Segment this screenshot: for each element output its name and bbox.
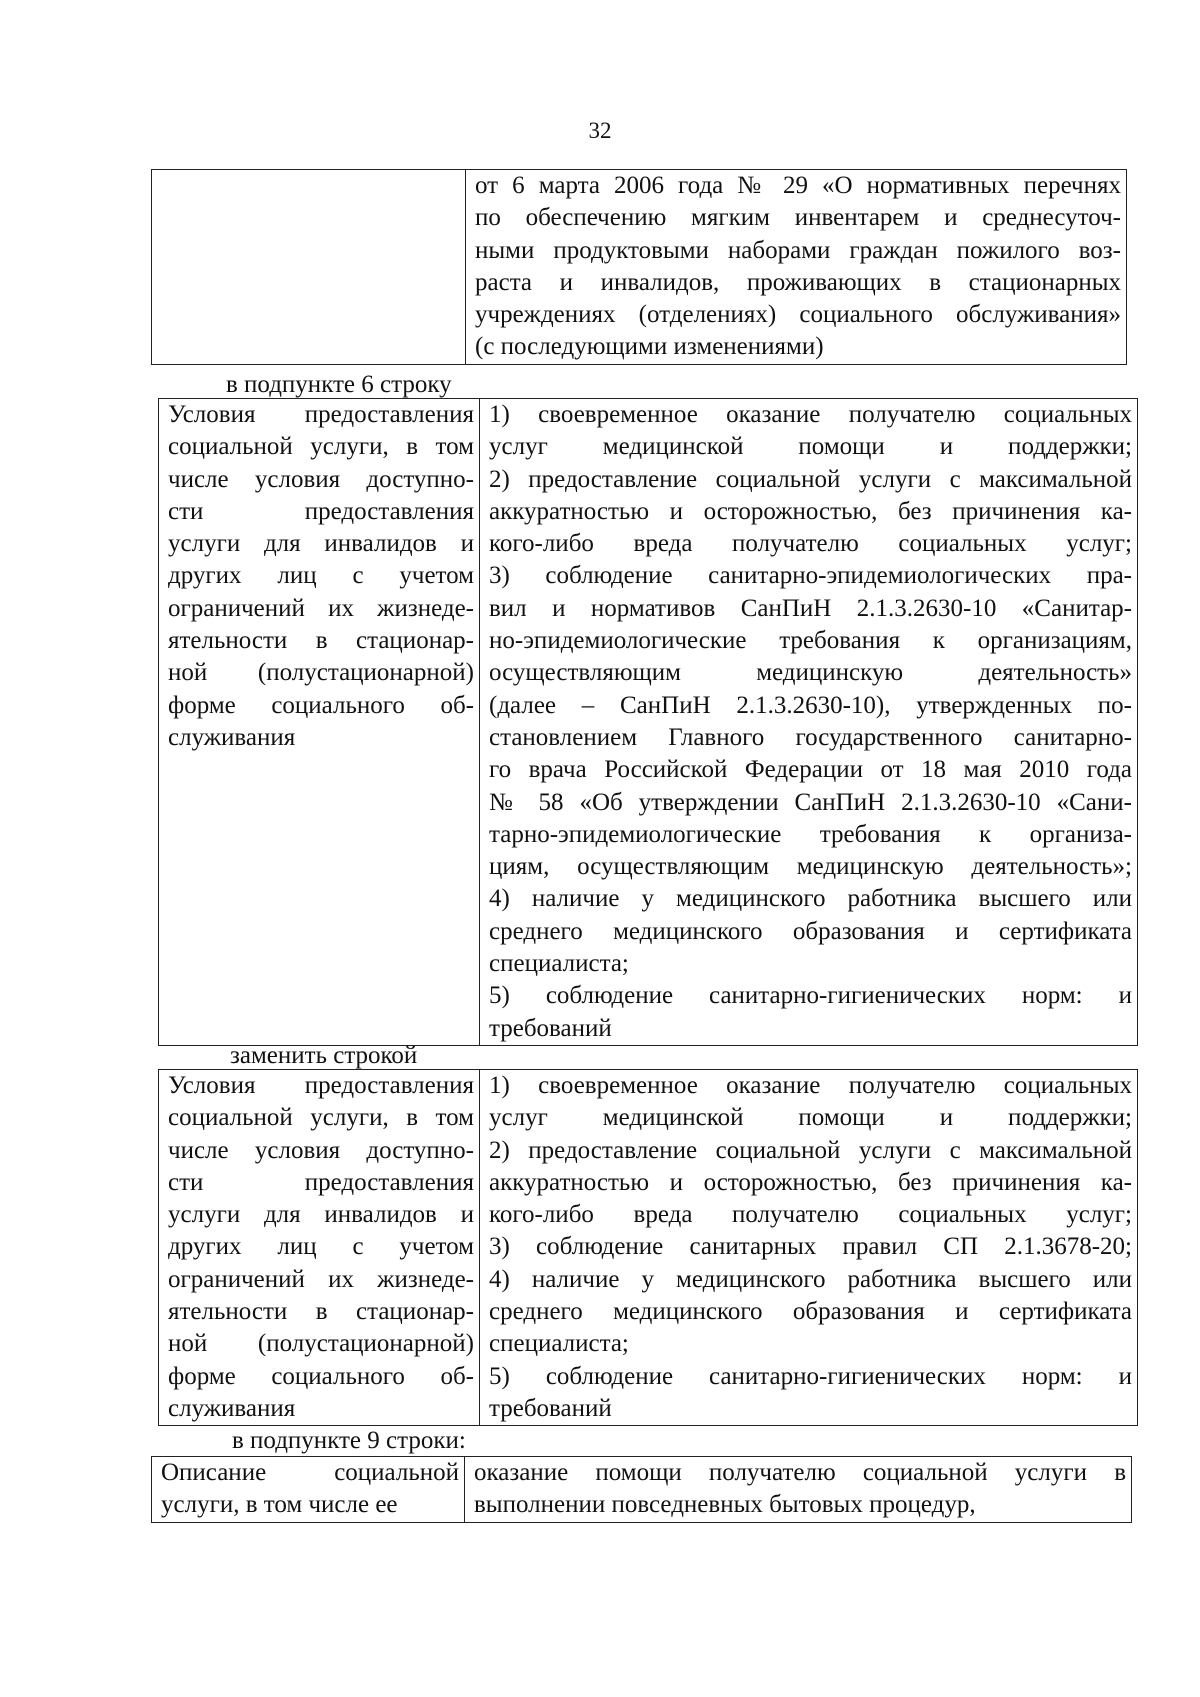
cell-text-line: учреждениях (отделениях) социального обслуживания»: [475, 301, 1121, 329]
cell-text-line: циям, осуществляющим медицинскую деятельность»;: [489, 853, 1132, 881]
cell-text-line: требований: [489, 1014, 612, 1042]
cell-text-line: Условия предоставления: [168, 401, 474, 428]
cell-text-line: кого-либо вреда получателю социальных услуг;: [489, 530, 1132, 558]
cell-text-line: среднего медицинского образования и сертификата: [489, 1298, 1132, 1326]
cell-text-line: других лиц с учетом: [168, 1233, 474, 1261]
cell-text-line: 2) предоставление социальной услуги с максимальной: [489, 465, 1132, 493]
cell-text-line: вил и нормативов СанПиН 2.1.3.2630-10 «Санитар-: [489, 594, 1132, 622]
old-row-table: [158, 398, 1138, 1046]
continuation-table: [151, 169, 1127, 365]
cell-text-line: Описание социальной: [161, 1459, 459, 1486]
cell-text-line: услуги для инвалидов и: [168, 530, 474, 558]
cell-text-line: услуг медицинской помощи и поддержки;: [489, 433, 1132, 461]
table-row: [159, 399, 1138, 1046]
table-row: [152, 1457, 1132, 1523]
cell-text-line: 5) соблюдение санитарно-гигиенических норм: и: [489, 982, 1132, 1010]
cell-text-line: числе условия доступно-: [168, 1136, 474, 1164]
cell-text-line: го врача Российской Федерации от 18 мая 2010 года: [489, 756, 1132, 784]
cell-text-line: социальной услуги, в том: [168, 433, 474, 461]
table-row: [152, 170, 1127, 365]
section-caption: заменить строкой: [230, 1042, 418, 1069]
cell-text-line: кого-либо вреда получателю социальных услуг;: [489, 1201, 1132, 1229]
page-number: 32: [588, 118, 612, 143]
cell-text-line: ной (полустационарной): [168, 1330, 474, 1358]
cell-text-line: тарно-эпидемиологические требования к организа-: [489, 820, 1132, 848]
cell-text-line: 3) соблюдение санитарно-эпидемиологических пра-: [489, 562, 1132, 590]
cell-text-line: сти предоставления: [168, 497, 474, 525]
new-row-table: [158, 1069, 1138, 1426]
cell-text-line: социальной услуги, в том: [168, 1104, 474, 1132]
section-caption: в подпункте 6 строку: [226, 371, 452, 398]
cell-text-line: ятельности в стационар-: [168, 1298, 474, 1326]
cell-text-line: 1) своевременное оказание получателю социальных: [489, 1072, 1132, 1099]
cell-text-line: служивания: [168, 723, 296, 751]
cell-text-line: сти предоставления: [168, 1168, 474, 1196]
subpoint-9-table: [151, 1456, 1132, 1523]
table-cell-right: [465, 1457, 1132, 1523]
cell-text-line: числе условия доступно-: [168, 465, 474, 493]
table-cell-right: [480, 399, 1138, 1046]
table-cell-left: [152, 170, 466, 365]
cell-text-line: специалиста;: [489, 950, 629, 978]
cell-text-line: Условия предоставления: [168, 1072, 474, 1099]
cell-text-line: ными продуктовыми наборами граждан пожилого воз-: [475, 236, 1121, 264]
cell-text-line: № 58 «Об утверждении СанПиН 2.1.3.2630-10 «Сани-: [489, 788, 1132, 816]
cell-text-line: форме социального об-: [168, 691, 474, 719]
cell-text-line: по обеспечению мягким инвентарем и среднесуточ-: [475, 204, 1121, 232]
cell-text-line: 3) соблюдение санитарных правил СП 2.1.3678-20;: [489, 1233, 1132, 1261]
cell-text-line: (с последующими изменениями): [475, 333, 824, 361]
cell-text-line: услуги для инвалидов и: [168, 1201, 474, 1229]
cell-text-line: аккуратностью и осторожностью, без причинения ка-: [489, 1168, 1132, 1196]
cell-text-line: 5) соблюдение санитарно-гигиенических норм: и: [489, 1362, 1132, 1390]
cell-text-line: (далее – СанПиН 2.1.3.2630-10), утвержденных по-: [489, 691, 1132, 719]
cell-text-line: ограничений их жизнеде-: [168, 594, 474, 622]
cell-text-line: других лиц с учетом: [168, 562, 474, 590]
table-cell-left: [152, 1457, 465, 1523]
cell-text-line: раста и инвалидов, проживающих в стационарных: [475, 268, 1121, 296]
cell-text-line: оказание помощи получателю социальной услуги в: [474, 1459, 1126, 1486]
cell-text-line: 1) своевременное оказание получателю социальных: [489, 401, 1132, 428]
cell-text-line: служивания: [168, 1394, 296, 1422]
table-cell-right: [466, 170, 1127, 365]
cell-text-line: но-эпидемиологические требования к организациям,: [489, 627, 1132, 655]
cell-text-line: от 6 марта 2006 года № 29 «О нормативных перечнях: [475, 172, 1121, 199]
cell-text-line: услуги, в том числе ее: [161, 1491, 398, 1519]
table-cell-left: [159, 399, 480, 1046]
cell-text-line: становлением Главного государственного санитарно-: [489, 723, 1132, 751]
table-cell-right: [480, 1070, 1138, 1426]
table-row: [159, 1070, 1138, 1426]
cell-text-line: услуг медицинской помощи и поддержки;: [489, 1104, 1132, 1132]
cell-text-line: ятельности в стационар-: [168, 627, 474, 655]
cell-text-line: среднего медицинского образования и сертификата: [489, 917, 1132, 945]
cell-text-line: выполнении повседневных бытовых процедур,: [474, 1491, 976, 1519]
cell-text-line: ной (полустационарной): [168, 659, 474, 687]
cell-text-line: ограничений их жизнеде-: [168, 1265, 474, 1293]
cell-text-line: аккуратностью и осторожностью, без причинения ка-: [489, 497, 1132, 525]
cell-text-line: 4) наличие у медицинского работника высшего или: [489, 1265, 1132, 1293]
table-cell-left: [159, 1070, 480, 1426]
cell-text-line: осуществляющим медицинскую деятельность»: [489, 659, 1132, 687]
cell-text-line: специалиста;: [489, 1330, 629, 1358]
cell-text-line: форме социального об-: [168, 1362, 474, 1390]
section-caption: в подпункте 9 строки:: [232, 1427, 466, 1454]
cell-text-line: 4) наличие у медицинского работника высшего или: [489, 885, 1132, 913]
cell-text-line: требований: [489, 1394, 612, 1422]
cell-text-line: 2) предоставление социальной услуги с максимальной: [489, 1136, 1132, 1164]
